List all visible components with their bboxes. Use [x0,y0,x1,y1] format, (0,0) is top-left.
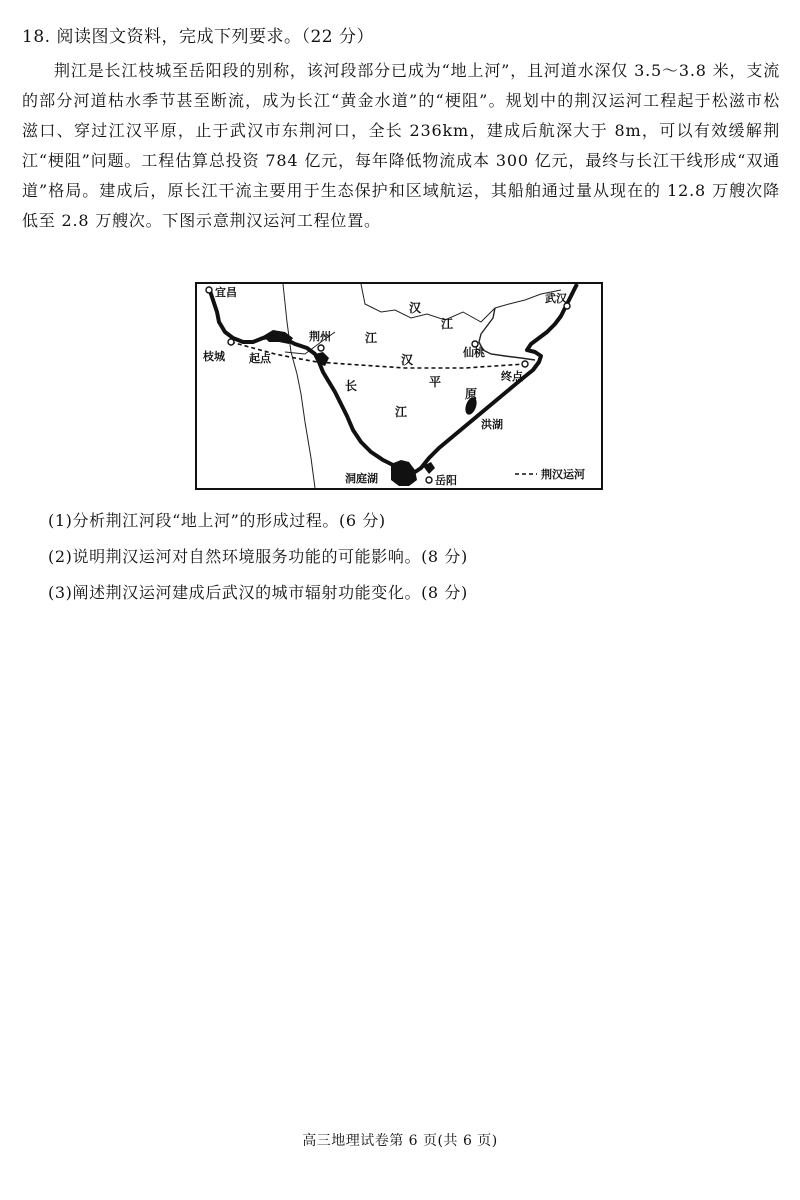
label-wuhan: 武汉 [545,292,567,305]
page-footer: 高三地理试卷第 6 页(共 6 页) [302,1133,498,1149]
label-yangtze-1: 长 [345,379,358,393]
city-marker-jingzhou [318,345,324,351]
label-plain-2: 汉 [401,353,414,367]
label-qidian: 起点 [249,352,271,365]
label-zhongdian: 终点 [501,370,523,383]
jinghan-canal-map [195,282,603,490]
label-yichang: 宜昌 [215,286,237,299]
label-zhicheng: 枝城 [203,350,225,363]
label-jingzhou: 荆州 [309,330,331,343]
map-frame [196,283,602,489]
sub-question-2: (2)说明荆汉运河对自然环境服务功能的可能影响。(8 分) [48,547,468,566]
label-xiantao: 仙桃 [463,346,485,359]
label-hanjiang-1: 汉 [409,301,422,315]
city-marker-yichang [206,287,212,293]
question-passage: 荆江是长江枝城至岳阳段的别称，该河段部分已成为“地上河”，且河道水深仅 3.5～3.8 米，支流的部分河道枯水季节甚至断流，成为长江“黄金水道”的“梗阻”。规划中的荆汉运河工程起于松滋市松滋口、穿过江汉平原，止于武汉市东荆河口，全长 236km，建成后航深大于 8m，可以有效缓解荆江“梗阻”问题。工程估算总投资 784 亿元，每年降低物流成本 300 亿元，最终与长江干线形成“双通道”格局。建成后，原长江干流主要用于生态保护和区域航运，其船舶通过量从现在的 12.8 万艘次降低至 2.8 万艘次。下图示意荆汉运河工程位置。 [22,61,780,230]
label-plain-3: 平 [429,375,442,389]
city-marker-yueyang [426,477,432,483]
question-header: 18. 阅读图文资料，完成下列要求。（22 分） [22,27,374,47]
sub-question-1: (1)分析荆江河段“地上河”的形成过程。(6 分) [48,511,386,530]
label-plain-1: 江 [365,331,378,345]
sub-question-3: (3)阐述荆汉运河建成后武汉的城市辐射功能变化。(8 分) [48,583,468,602]
label-honghu: 洪湖 [481,418,503,431]
label-hanjiang-2: 江 [441,317,454,331]
city-marker-qidian [228,339,234,345]
label-yangtze-2: 江 [395,405,408,419]
label-plain-4: 原 [465,387,478,401]
label-yueyang: 岳阳 [435,474,457,487]
legend-canal-label: 荆汉运河 [541,468,585,481]
map-svg [195,282,603,490]
label-dongtinghu: 洞庭湖 [345,472,378,485]
city-marker-zhongdian [522,361,528,367]
